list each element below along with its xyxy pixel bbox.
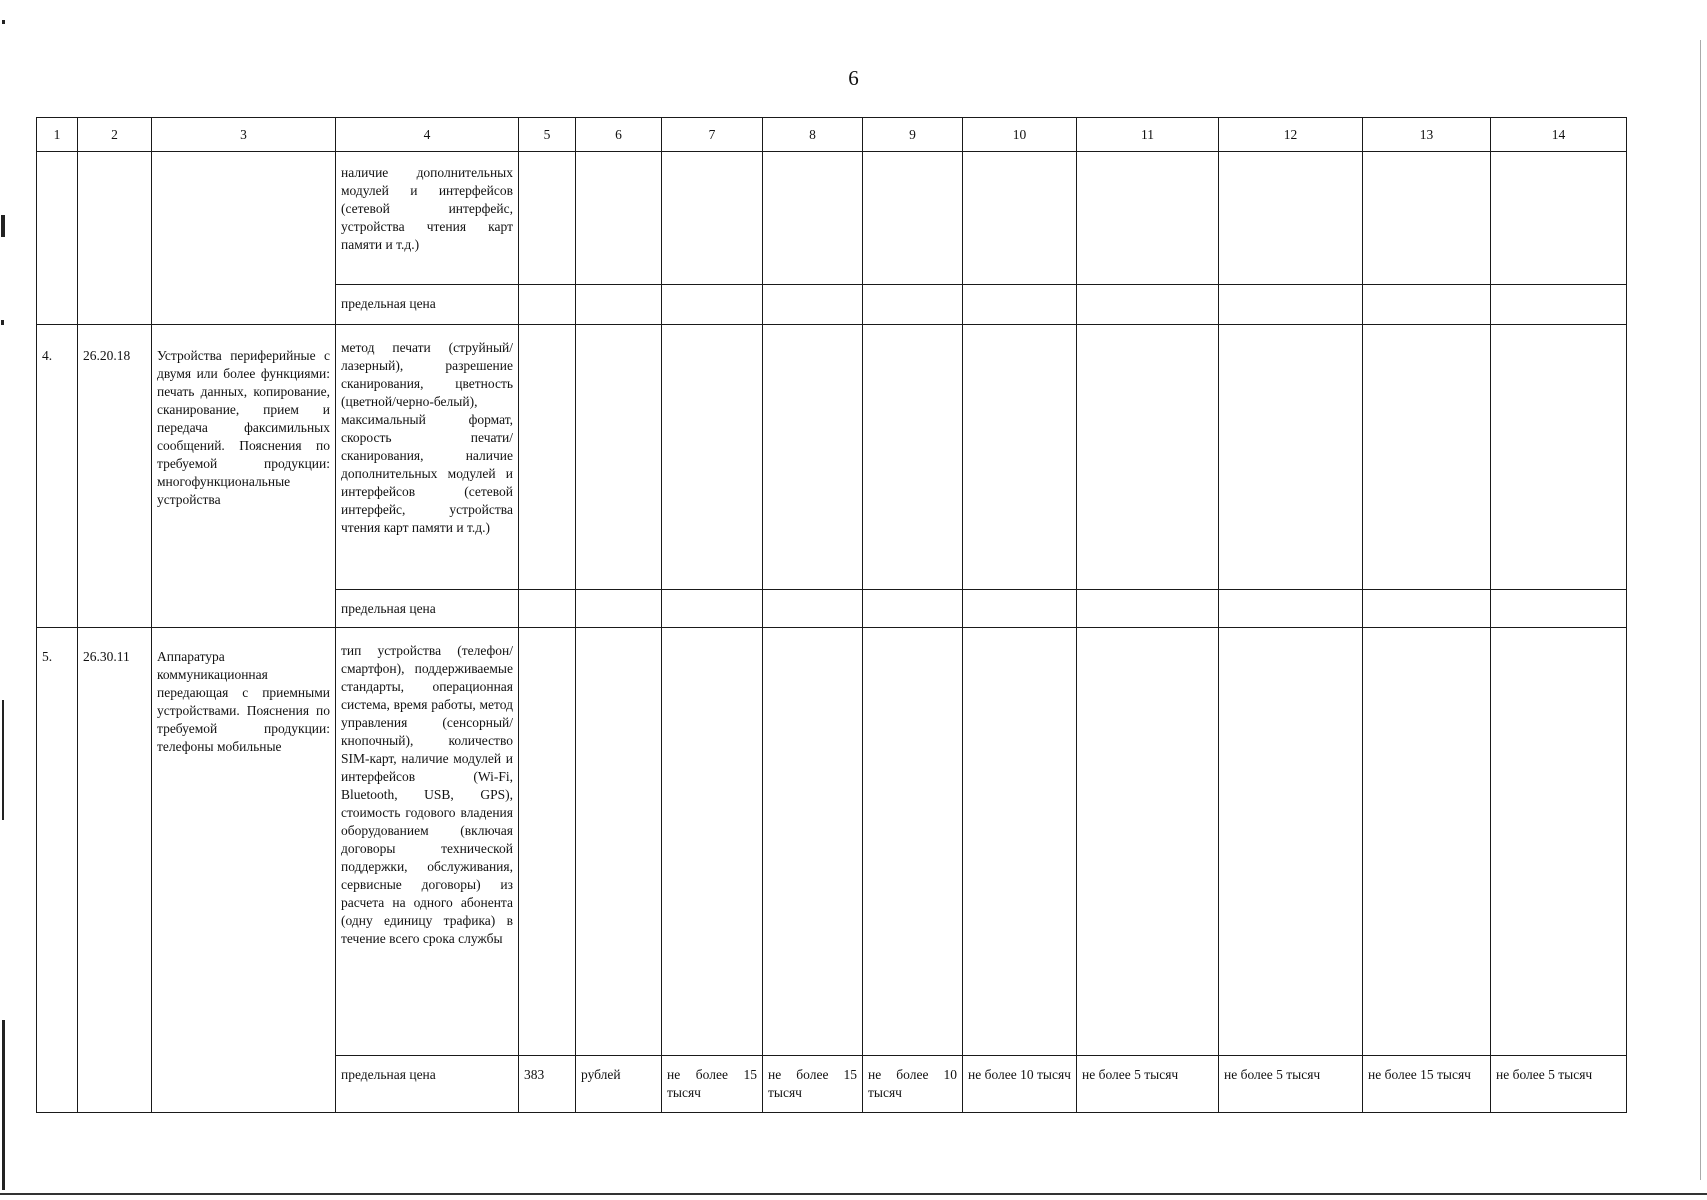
- column-number: 1: [37, 118, 78, 152]
- scan-edge-left: [0, 0, 8, 1200]
- empty-cell: [1363, 325, 1491, 590]
- empty-cell: [863, 152, 963, 285]
- empty-cell: [763, 285, 863, 325]
- empty-cell: [1219, 628, 1363, 1056]
- empty-cell: [863, 590, 963, 628]
- empty-cell: [1491, 152, 1627, 285]
- scan-mark: [2, 20, 5, 24]
- column-number: 9: [863, 118, 963, 152]
- column-number: 10: [963, 118, 1077, 152]
- scan-mark: [2, 1020, 5, 1190]
- page-number: 6: [848, 66, 859, 90]
- scan-mark: [2, 700, 4, 820]
- empty-cell: [1363, 590, 1491, 628]
- price-label-cell: предельная цена: [336, 285, 519, 325]
- unit-cell: рублей: [576, 1056, 662, 1113]
- empty-cell: [662, 285, 763, 325]
- characteristic-cell: тип устройства (телефон/смартфон), поддерживаемые стандарты, операционная система, время работы, метод управления (сенсорный/кнопочный), количество SIM-карт, наличие модулей и интерфейсов (Wi-Fi, Bluetooth, USB, GPS), стоимость годового владения оборудованием (включая договоры технической поддержки, обслуживания, сервисные договоры) из расчета на одного абонента (одну единицу трафика) в течение всего срока службы: [336, 628, 519, 1056]
- empty-cell: [519, 325, 576, 590]
- empty-cell: [576, 628, 662, 1056]
- empty-cell: [576, 325, 662, 590]
- empty-cell: [863, 285, 963, 325]
- empty-cell: [963, 285, 1077, 325]
- item-number-cell: 5.: [37, 628, 78, 1113]
- empty-cell: [1077, 325, 1219, 590]
- empty-cell: [1219, 325, 1363, 590]
- price-label-cell: предельная цена: [336, 1056, 519, 1113]
- empty-cell: [1219, 152, 1363, 285]
- empty-cell: [1219, 590, 1363, 628]
- empty-cell: [1491, 628, 1627, 1056]
- column-number: 13: [1363, 118, 1491, 152]
- column-number: 8: [763, 118, 863, 152]
- empty-cell: [963, 628, 1077, 1056]
- empty-cell: [1077, 152, 1219, 285]
- empty-cell: [963, 325, 1077, 590]
- empty-cell: [662, 628, 763, 1056]
- empty-cell: [519, 628, 576, 1056]
- item-number-cell: [37, 152, 78, 325]
- column-number: 12: [1219, 118, 1363, 152]
- price-value-cell: не более 15 тысяч: [662, 1056, 763, 1113]
- table-row: [37, 152, 1627, 285]
- empty-cell: [863, 628, 963, 1056]
- product-name-cell: Устройства периферийные с двумя или более функциями: печать данных, копирование, сканирование, прием и передача факсимильных сообщений. Пояснения по требуемой продукции: многофункциональные устройства: [152, 325, 336, 628]
- empty-cell: [662, 590, 763, 628]
- scan-line-right: [1700, 40, 1701, 1180]
- empty-cell: [1077, 628, 1219, 1056]
- requirements-table: [36, 117, 1627, 1113]
- empty-cell: [1491, 590, 1627, 628]
- item-number-cell: 4.: [37, 325, 78, 628]
- column-number: 3: [152, 118, 336, 152]
- product-name-cell: [152, 152, 336, 325]
- table-row: [37, 628, 1627, 1056]
- empty-cell: [519, 285, 576, 325]
- empty-cell: [1363, 628, 1491, 1056]
- empty-cell: [576, 590, 662, 628]
- empty-cell: [963, 152, 1077, 285]
- empty-cell: [763, 325, 863, 590]
- okpd-code-cell: 26.30.11: [78, 628, 152, 1113]
- price-value-cell: не более 5 тысяч: [1491, 1056, 1627, 1113]
- price-value-cell: не более 15 тысяч: [763, 1056, 863, 1113]
- empty-cell: [1491, 285, 1627, 325]
- empty-cell: [1491, 325, 1627, 590]
- empty-cell: [519, 590, 576, 628]
- price-value-cell: не более 10 тысяч: [963, 1056, 1077, 1113]
- column-number: 6: [576, 118, 662, 152]
- scan-mark: [1, 215, 5, 237]
- empty-cell: [662, 325, 763, 590]
- column-number-row: [37, 118, 1627, 152]
- scan-mark: [1, 320, 4, 325]
- table-row: [37, 325, 1627, 590]
- price-value-cell: не более 5 тысяч: [1219, 1056, 1363, 1113]
- price-value-cell: не более 10 тысяч: [863, 1056, 963, 1113]
- okpd-code-cell: 26.20.18: [78, 325, 152, 628]
- column-number: 11: [1077, 118, 1219, 152]
- empty-cell: [863, 325, 963, 590]
- product-name-cell: Аппаратура коммуникационная передающая с приемными устройствами. Пояснения по требуемой продукции: телефоны мобильные: [152, 628, 336, 1113]
- characteristic-cell: метод печати (струйный/ лазерный), разрешение сканирования, цветность (цветной/черно-белый), максимальный формат, скорость печати/сканирования, наличие дополнительных модулей и интерфейсов (сетевой интерфейс, устройства чтения карт памяти и т.д.): [336, 325, 519, 590]
- column-number: 7: [662, 118, 763, 152]
- empty-cell: [1219, 285, 1363, 325]
- empty-cell: [763, 152, 863, 285]
- empty-cell: [1363, 152, 1491, 285]
- empty-cell: [519, 152, 576, 285]
- scan-line-bottom: [0, 1193, 1707, 1195]
- column-number: 14: [1491, 118, 1627, 152]
- okei-code-cell: 383: [519, 1056, 576, 1113]
- column-number: 5: [519, 118, 576, 152]
- column-number: 2: [78, 118, 152, 152]
- characteristic-cell: наличие дополнительных модулей и интерфейсов (сетевой интерфейс, устройства чтения карт памяти и т.д.): [336, 152, 519, 285]
- empty-cell: [576, 285, 662, 325]
- empty-cell: [662, 152, 763, 285]
- empty-cell: [1077, 285, 1219, 325]
- column-number: 4: [336, 118, 519, 152]
- price-value-cell: не более 5 тысяч: [1077, 1056, 1219, 1113]
- empty-cell: [1363, 285, 1491, 325]
- okpd-code-cell: [78, 152, 152, 325]
- empty-cell: [963, 590, 1077, 628]
- price-label-cell: предельная цена: [336, 590, 519, 628]
- empty-cell: [763, 628, 863, 1056]
- empty-cell: [576, 152, 662, 285]
- empty-cell: [1077, 590, 1219, 628]
- empty-cell: [763, 590, 863, 628]
- price-value-cell: не более 15 тысяч: [1363, 1056, 1491, 1113]
